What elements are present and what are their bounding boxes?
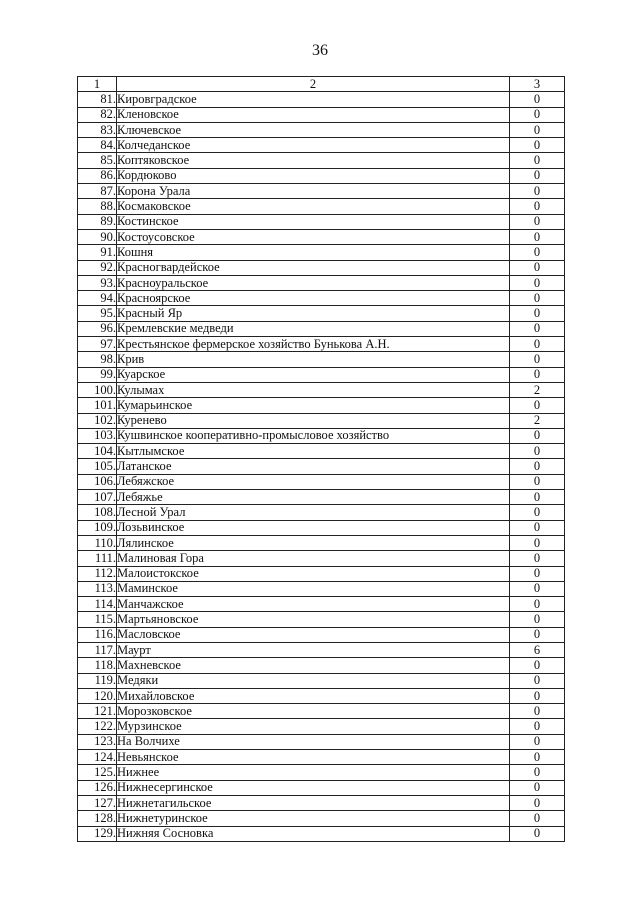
row-name: Лебяжское (117, 474, 510, 489)
row-number: 108. (78, 505, 117, 520)
table-row (78, 428, 565, 443)
row-number: 110. (78, 535, 117, 550)
row-value: 0 (510, 184, 565, 199)
row-value: 0 (510, 459, 565, 474)
row-value: 0 (510, 780, 565, 795)
row-number: 82. (78, 107, 117, 122)
table-row (78, 505, 565, 520)
table-row (78, 642, 565, 657)
row-number: 127. (78, 795, 117, 810)
table-row (78, 245, 565, 260)
table-row (78, 306, 565, 321)
row-number: 125. (78, 765, 117, 780)
row-value: 0 (510, 122, 565, 137)
row-name: Космаковское (117, 199, 510, 214)
table-row (78, 444, 565, 459)
table-row (78, 122, 565, 137)
row-number: 99. (78, 367, 117, 382)
row-value: 0 (510, 673, 565, 688)
table-row (78, 382, 565, 397)
row-name: Костоусовское (117, 229, 510, 244)
row-value: 0 (510, 367, 565, 382)
row-value: 0 (510, 260, 565, 275)
row-number: 92. (78, 260, 117, 275)
row-name: Невьянское (117, 750, 510, 765)
row-number: 93. (78, 275, 117, 290)
row-number: 102. (78, 413, 117, 428)
table-row (78, 535, 565, 550)
table-row (78, 597, 565, 612)
row-number: 116. (78, 627, 117, 642)
table-row (78, 275, 565, 290)
table-row (78, 474, 565, 489)
row-number: 115. (78, 612, 117, 627)
row-value: 0 (510, 765, 565, 780)
row-name: Кленовское (117, 107, 510, 122)
row-number: 112. (78, 566, 117, 581)
row-value: 0 (510, 474, 565, 489)
row-value: 0 (510, 535, 565, 550)
row-value: 0 (510, 214, 565, 229)
row-number: 88. (78, 199, 117, 214)
row-name: Корона Урала (117, 184, 510, 199)
table-row (78, 520, 565, 535)
row-number: 129. (78, 826, 117, 841)
row-number: 94. (78, 291, 117, 306)
row-name: Махневское (117, 658, 510, 673)
table-row (78, 229, 565, 244)
table-row (78, 750, 565, 765)
row-number: 113. (78, 581, 117, 596)
row-name: Красногвардейское (117, 260, 510, 275)
row-number: 98. (78, 352, 117, 367)
row-name: Масловское (117, 627, 510, 642)
row-value: 0 (510, 627, 565, 642)
row-number: 83. (78, 122, 117, 137)
table-row (78, 688, 565, 703)
table-row (78, 107, 565, 122)
row-name: Нижняя Сосновка (117, 826, 510, 841)
row-number: 126. (78, 780, 117, 795)
table-row (78, 413, 565, 428)
row-name: Нижнесергинское (117, 780, 510, 795)
row-name: Кордюково (117, 168, 510, 183)
row-value: 0 (510, 551, 565, 566)
row-name: Мартьяновское (117, 612, 510, 627)
table-row (78, 199, 565, 214)
row-name: Кытлымское (117, 444, 510, 459)
table-row (78, 811, 565, 826)
row-number: 86. (78, 168, 117, 183)
row-value: 0 (510, 566, 565, 581)
row-number: 89. (78, 214, 117, 229)
row-value: 0 (510, 199, 565, 214)
row-name: Морозковское (117, 704, 510, 719)
row-value: 0 (510, 490, 565, 505)
table-row (78, 337, 565, 352)
table-row (78, 765, 565, 780)
row-number: 120. (78, 688, 117, 703)
table-row (78, 459, 565, 474)
row-name: Кировградское (117, 92, 510, 107)
row-value: 0 (510, 795, 565, 810)
table-row (78, 719, 565, 734)
row-value: 0 (510, 428, 565, 443)
table-row (78, 612, 565, 627)
row-name: Куарское (117, 367, 510, 382)
row-number: 111. (78, 551, 117, 566)
row-number: 119. (78, 673, 117, 688)
row-value: 0 (510, 750, 565, 765)
data-table (77, 76, 565, 842)
row-value: 0 (510, 734, 565, 749)
row-name: Михайловское (117, 688, 510, 703)
row-value: 0 (510, 719, 565, 734)
row-number: 95. (78, 306, 117, 321)
row-name: Куренево (117, 413, 510, 428)
row-name: Кушвинское кооперативно-промысловое хозяйство (117, 428, 510, 443)
row-value: 0 (510, 245, 565, 260)
row-name: На Волчихе (117, 734, 510, 749)
row-value: 0 (510, 321, 565, 336)
table-row (78, 627, 565, 642)
row-value: 0 (510, 352, 565, 367)
row-number: 109. (78, 520, 117, 535)
row-value: 0 (510, 229, 565, 244)
row-number: 117. (78, 642, 117, 657)
row-name: Красноуральское (117, 275, 510, 290)
row-name: Манчажское (117, 597, 510, 612)
row-number: 107. (78, 490, 117, 505)
table-row (78, 168, 565, 183)
row-name: Коптяковское (117, 153, 510, 168)
row-number: 122. (78, 719, 117, 734)
row-value: 0 (510, 168, 565, 183)
row-value: 0 (510, 505, 565, 520)
table-row (78, 581, 565, 596)
row-value: 0 (510, 581, 565, 596)
row-name: Лебяжье (117, 490, 510, 505)
row-number: 101. (78, 398, 117, 413)
row-value: 0 (510, 826, 565, 841)
row-name: Нижнее (117, 765, 510, 780)
row-number: 105. (78, 459, 117, 474)
table-row (78, 658, 565, 673)
row-number: 96. (78, 321, 117, 336)
row-name: Крив (117, 352, 510, 367)
row-value: 0 (510, 704, 565, 719)
row-value: 0 (510, 688, 565, 703)
row-name: Лесной Урал (117, 505, 510, 520)
row-value: 0 (510, 306, 565, 321)
row-value: 6 (510, 642, 565, 657)
row-name: Лялинское (117, 535, 510, 550)
row-value: 0 (510, 291, 565, 306)
table-header-row (78, 77, 565, 92)
row-number: 90. (78, 229, 117, 244)
table-body (78, 77, 565, 842)
row-name: Костинское (117, 214, 510, 229)
table-row (78, 490, 565, 505)
row-number: 85. (78, 153, 117, 168)
row-number: 104. (78, 444, 117, 459)
row-name: Ключевское (117, 122, 510, 137)
row-value: 0 (510, 444, 565, 459)
table-row (78, 704, 565, 719)
table-row (78, 321, 565, 336)
page-number: 36 (312, 42, 328, 59)
table-row (78, 673, 565, 688)
row-number: 121. (78, 704, 117, 719)
row-name: Нижнетагильское (117, 795, 510, 810)
row-name: Маурт (117, 642, 510, 657)
row-number: 124. (78, 750, 117, 765)
table-row (78, 551, 565, 566)
table-row (78, 184, 565, 199)
row-number: 91. (78, 245, 117, 260)
table-row (78, 153, 565, 168)
header-col-2: 2 (117, 77, 510, 92)
table-row (78, 92, 565, 107)
row-number: 106. (78, 474, 117, 489)
row-value: 0 (510, 398, 565, 413)
row-value: 0 (510, 520, 565, 535)
row-value: 0 (510, 597, 565, 612)
row-number: 123. (78, 734, 117, 749)
row-value: 0 (510, 107, 565, 122)
table-row (78, 367, 565, 382)
row-name: Кулымах (117, 382, 510, 397)
row-number: 118. (78, 658, 117, 673)
row-name: Красноярское (117, 291, 510, 306)
row-name: Красный Яр (117, 306, 510, 321)
row-name: Кошня (117, 245, 510, 260)
row-name: Медяки (117, 673, 510, 688)
row-value: 2 (510, 382, 565, 397)
row-number: 84. (78, 138, 117, 153)
table-row (78, 260, 565, 275)
row-number: 103. (78, 428, 117, 443)
row-value: 0 (510, 153, 565, 168)
row-value: 2 (510, 413, 565, 428)
row-value: 0 (510, 811, 565, 826)
header-col-3: 3 (510, 77, 565, 92)
table-row (78, 291, 565, 306)
table-row (78, 138, 565, 153)
table-row (78, 398, 565, 413)
row-number: 100. (78, 382, 117, 397)
table-row (78, 780, 565, 795)
header-col-1: 1 (78, 77, 117, 92)
row-value: 0 (510, 658, 565, 673)
table-row (78, 214, 565, 229)
table-row (78, 566, 565, 581)
row-name: Колчеданское (117, 138, 510, 153)
table-row (78, 734, 565, 749)
row-name: Малиновая Гора (117, 551, 510, 566)
row-name: Малоистокское (117, 566, 510, 581)
row-number: 97. (78, 337, 117, 352)
row-name: Кумарьинское (117, 398, 510, 413)
table-row (78, 795, 565, 810)
row-value: 0 (510, 337, 565, 352)
row-name: Латанское (117, 459, 510, 474)
row-number: 81. (78, 92, 117, 107)
row-number: 128. (78, 811, 117, 826)
row-name: Маминское (117, 581, 510, 596)
row-name: Мурзинское (117, 719, 510, 734)
row-value: 0 (510, 275, 565, 290)
row-name: Лозьвинское (117, 520, 510, 535)
row-name: Крестьянское фермерское хозяйство Бунькова А.Н. (117, 337, 510, 352)
row-value: 0 (510, 612, 565, 627)
row-value: 0 (510, 92, 565, 107)
row-value: 0 (510, 138, 565, 153)
row-name: Нижнетуринское (117, 811, 510, 826)
row-number: 114. (78, 597, 117, 612)
row-number: 87. (78, 184, 117, 199)
table-row (78, 352, 565, 367)
row-name: Кремлевские медведи (117, 321, 510, 336)
table-row (78, 826, 565, 841)
